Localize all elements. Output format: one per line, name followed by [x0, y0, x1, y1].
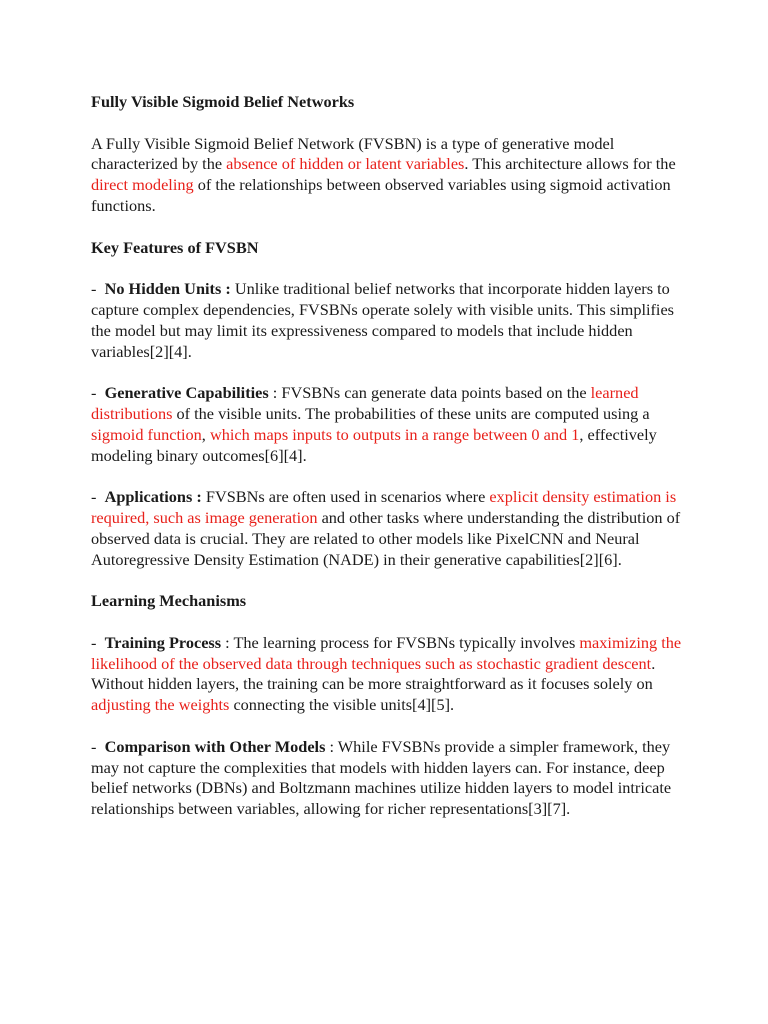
intro-text-1: A Fully Visible Sigmoid Belief Network (FVSBN) is a type of generative model characterized by the: [91, 133, 615, 174]
bullet-dash: -: [91, 632, 105, 652]
bullet-label: Training Process: [104, 632, 222, 652]
bullet-text-4: , effectively modeling binary outcomes[6][4].: [91, 424, 657, 465]
bullet-text-1: Unlike traditional belief networks that incorporate hidden layers to capture complex dependencies, FVSBNs operate solely with visible units. This simplifies the model but may limit its expressiveness compared to models that include hidden variables[2][4].: [91, 279, 675, 361]
bullet-highlight-2: sigmoid function: [91, 424, 202, 444]
bullet-text-2: and other tasks where understanding the distribution of observed data is crucial. They are related to other models like PixelCNN and Neural Autoregressive Density Estimation (NADE) in their generative capabilities[2][6].: [91, 507, 681, 569]
bullet-highlight-1: maximizing the likelihood of the observed data through techniques such as stochastic gradient descent: [91, 632, 682, 673]
bullet-text-3: ,: [201, 424, 210, 444]
intro-highlight-1: absence of hidden or latent variables: [226, 154, 465, 174]
section-heading-learning: Learning Mechanisms: [91, 591, 247, 611]
bullet-comparison: [91, 737, 691, 820]
bullet-dash: -: [91, 383, 105, 403]
bullet-training-process: [91, 633, 691, 716]
bullet-dash: -: [91, 279, 105, 299]
intro-text-3: of the relationships between observed variables using sigmoid activation functions.: [91, 175, 671, 215]
bullet-text-1: FVSBNs are often used in scenarios where: [201, 487, 490, 507]
bullet-label: Comparison with Other Models: [104, 736, 326, 756]
bullet-label: Generative Capabilities: [104, 383, 269, 403]
intro-highlight-2: direct modeling: [91, 175, 194, 195]
bullet-text-2: . Without hidden layers, the training can be more straightforward as it focuses solely on: [91, 653, 656, 694]
intro-text-2: . This architecture allows for the: [464, 154, 676, 174]
bullet-no-hidden-units: [91, 279, 691, 362]
bullet-applications: [91, 487, 691, 570]
bullet-text-3: connecting the visible units[4][5].: [229, 695, 455, 715]
bullet-generative-capabilities: [91, 383, 691, 466]
bullet-highlight-1: explicit density estimation is required, such as image generation: [91, 487, 677, 527]
bullet-text-1: : The learning process for FVSBNs typically involves: [221, 632, 580, 652]
bullet-label: No Hidden Units :: [104, 279, 231, 299]
bullet-highlight-3: which maps inputs to outputs in a range between 0 and 1: [209, 424, 580, 444]
bullet-highlight-1: learned distributions: [91, 383, 639, 423]
section-heading-key-features: Key Features of FVSBN: [91, 237, 259, 257]
bullet-text-2: of the visible units. The probabilities of these units are computed using a: [172, 403, 650, 423]
bullet-label: Applications :: [104, 487, 202, 507]
bullet-text-1: : While FVSBNs provide a simpler framework, they may not capture the complexities that models with hidden layers can. For instance, deep belief networks (DBNs) and Boltzmann machines utilize hidden layers to model intricate relationships between variables, allowing for richer representations[3][7].: [91, 736, 672, 819]
bullet-text-1: : FVSBNs can generate data points based on the: [268, 383, 591, 403]
intro-paragraph: [91, 134, 691, 217]
bullet-highlight-2: adjusting the weights: [91, 695, 230, 715]
bullet-dash: -: [91, 736, 105, 756]
document-page: [91, 92, 691, 841]
bullet-dash: -: [91, 487, 105, 507]
document-title: Fully Visible Sigmoid Belief Networks: [91, 92, 355, 111]
